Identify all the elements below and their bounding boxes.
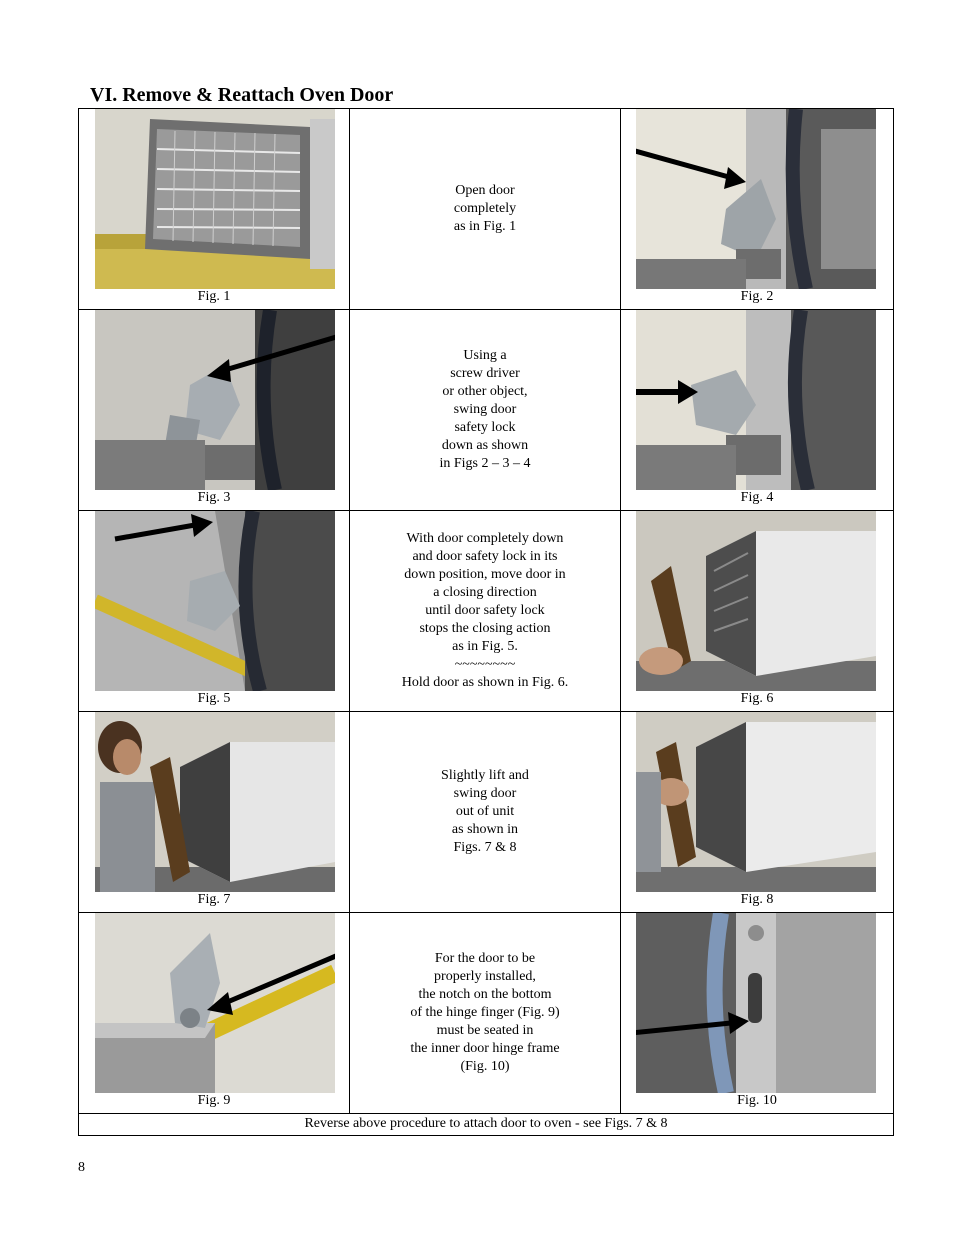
procedure-table [78,108,894,1136]
procedure-row [79,913,894,1114]
figure-cell [79,913,350,1114]
page-number: 8 [78,1160,85,1175]
instruction-line: the inner door hinge frame [410,1041,560,1056]
instruction-cell [350,109,621,310]
figure-cell [79,511,350,712]
instruction-line: and door safety lock in its [412,549,558,564]
instruction-line: as in Fig. 5. [452,639,518,654]
figure-cell [79,310,350,511]
instruction-line: completely [453,201,517,216]
instruction-line: Figs. 7 & 8 [453,840,517,855]
instruction-line: down position, move door in [404,567,566,582]
instruction-line: properly installed, [434,969,536,984]
photo-holding-door [636,511,876,691]
instruction-line: swing door [453,402,517,417]
figure-caption: Fig. 6 [740,691,774,706]
instruction-line: stops the closing action [419,621,551,636]
instruction-line: Open door [455,183,515,198]
instruction-line: swing door [453,786,517,801]
instruction-line: as shown in [451,822,519,837]
figure-cell [621,511,894,712]
photo-lifting-door [95,712,335,892]
figure-caption: Fig. 1 [197,289,231,304]
instruction-text [402,530,568,692]
photo-lock-down-with-arrow [636,310,876,490]
instruction-line: screw driver [450,366,520,381]
figure-cell [621,109,894,310]
instruction-cell [350,712,621,913]
instruction-text [454,182,516,236]
figure-caption: Fig. 2 [740,289,774,304]
instruction-line: until door safety lock [425,603,545,618]
instruction-line: With door completely down [406,531,564,546]
instruction-text [441,767,529,857]
footer-note: Reverse above procedure to attach door to oven - see Figs. 7 & 8 [79,1114,894,1136]
instruction-line: a closing direction [433,585,537,600]
figure-cell [621,913,894,1114]
figure-cell [621,310,894,511]
photo-hinge-with-arrow [636,109,876,289]
figure-cell [79,109,350,310]
instruction-line: out of unit [455,804,515,819]
procedure-row [79,109,894,310]
instruction-line: or other object, [442,384,528,399]
instruction-line: For the door to be [434,951,536,966]
figure-caption: Fig. 8 [740,892,774,907]
photo-safety-lock-with-arrow [95,310,335,490]
instruction-cell [350,511,621,712]
instruction-text [439,347,530,473]
figure-caption: Fig. 9 [197,1093,231,1108]
section-heading: VI. Remove & Reattach Oven Door [90,84,394,106]
figure-caption: Fig. 3 [197,490,231,505]
figure-caption: Fig. 10 [737,1093,777,1108]
figure-caption: Fig. 7 [197,892,231,907]
footer-row [79,1114,894,1136]
instruction-line: (Fig. 10) [460,1059,510,1074]
instruction-cell [350,913,621,1114]
instruction-line: Slightly lift and [441,768,529,783]
instruction-line: in Figs 2 – 3 – 4 [439,456,531,471]
instruction-cell [350,310,621,511]
figure-cell [621,712,894,913]
instruction-line: of the hinge finger (Fig. 9) [410,1005,560,1020]
photo-hinge-finger-with-arrow [95,913,335,1093]
photo-door-out-of-unit [636,712,876,892]
figure-cell [79,712,350,913]
figure-caption: Fig. 4 [740,490,774,505]
procedure-row [79,511,894,712]
instruction-text [410,950,559,1076]
photo-door-closing-with-arrow [95,511,335,691]
procedure-row [79,310,894,511]
instruction-line: ~~~~~~~~ [454,657,516,672]
figure-caption: Fig. 5 [197,691,231,706]
instruction-line: Hold door as shown in Fig. 6. [401,675,569,690]
instruction-line: Using a [463,348,507,363]
instruction-line: must be seated in [436,1023,534,1038]
photo-oven-open-door [95,109,335,289]
instruction-line: safety lock [454,420,516,435]
instruction-line: the notch on the bottom [418,987,552,1002]
instruction-line: down as shown [441,438,529,453]
procedure-row [79,712,894,913]
instruction-line: as in Fig. 1 [453,219,517,234]
photo-hinge-frame-with-arrow [636,913,876,1093]
